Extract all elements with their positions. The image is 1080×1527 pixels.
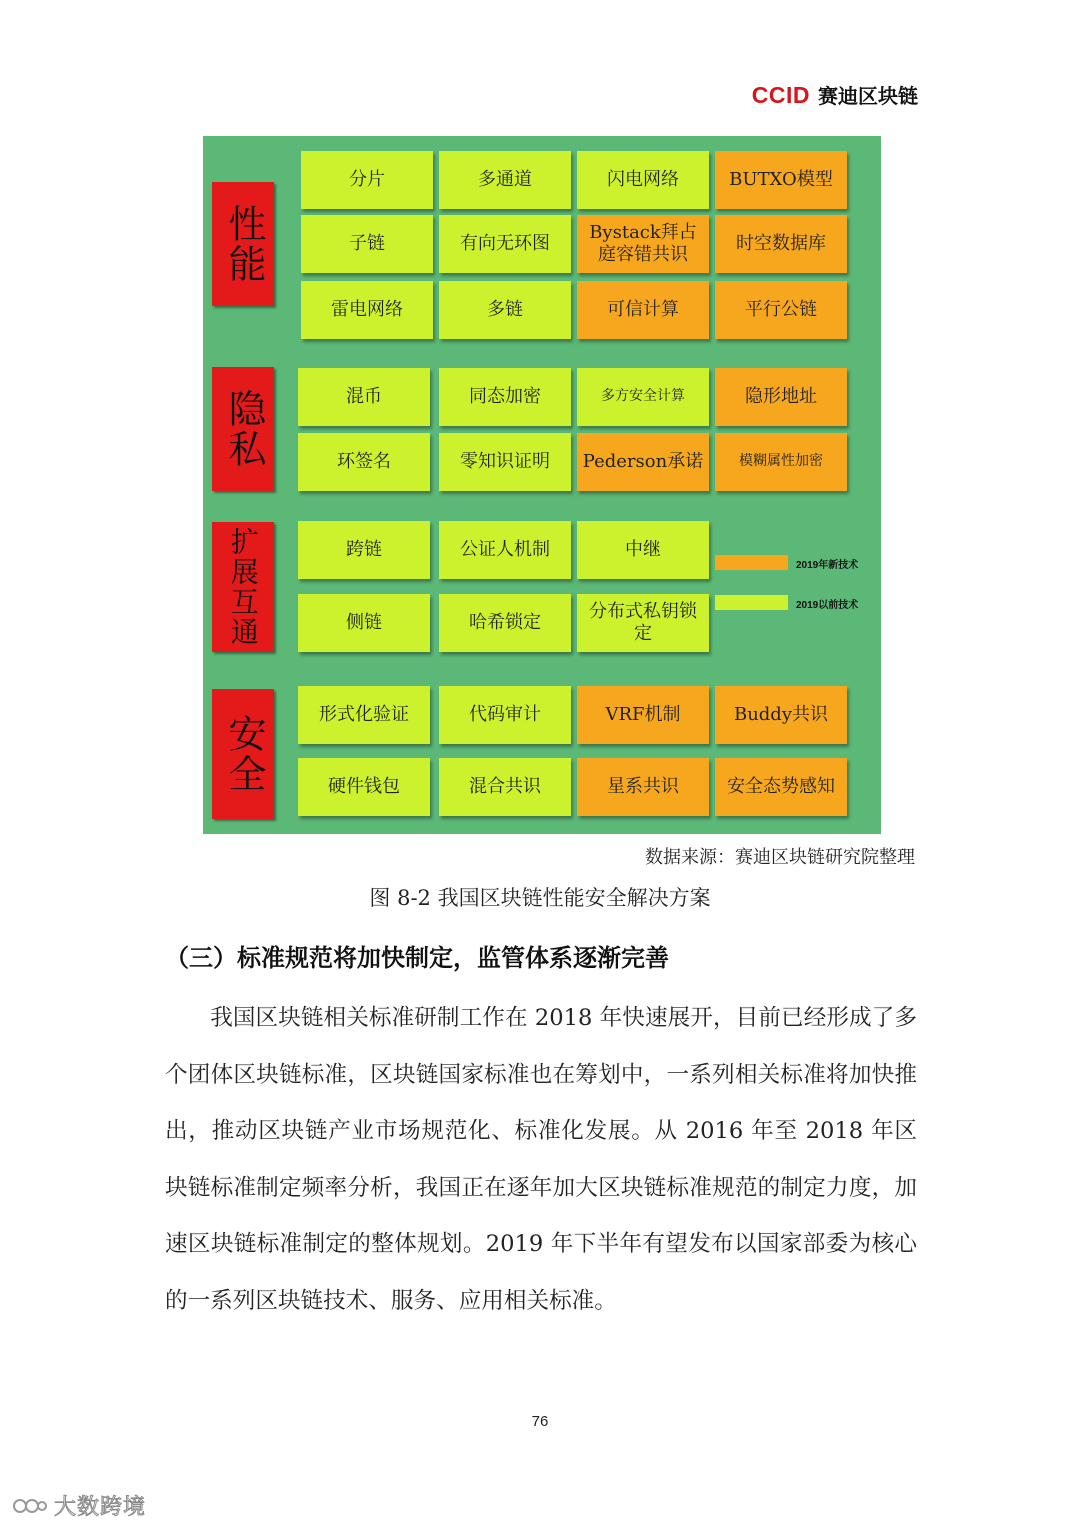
tech-cell: 同态加密 [439,368,571,426]
tech-cell: 中继 [577,521,709,579]
category-label: 扩展互通 [226,527,260,647]
category-label: 性能 [221,204,266,284]
legend-label-old: 2019以前技术 [796,600,859,611]
tech-cell: 时空数据库 [715,215,847,273]
watermark-logo-icon [12,1496,48,1516]
tech-cell: 环签名 [298,433,430,491]
tech-cell: Bystack拜占庭容错共识 [577,215,709,273]
page-number: 76 [531,1413,549,1430]
figure-caption: 图 8-2 我国区块链性能安全解决方案 [369,886,711,910]
tech-cell: Buddy共识 [715,686,847,744]
tech-cell: 分布式私钥锁定 [577,594,709,652]
tech-cell: 多通道 [439,151,571,209]
tech-cell: 侧链 [298,594,430,652]
tech-cell: 形式化验证 [298,686,430,744]
tech-cell: 零知识证明 [439,433,571,491]
tech-cell: 代码审计 [439,686,571,744]
tech-cell: 多链 [439,281,571,339]
category-interop [212,522,274,652]
tech-cell: BUTXO模型 [715,151,847,209]
section-heading: （三）标准规范将加快制定，监管体系逐渐完善 [165,944,669,972]
tech-cell: 隐形地址 [715,368,847,426]
tech-cell: 模糊属性加密 [715,433,847,491]
watermark-text: 大数跨境 [54,1495,147,1520]
tech-cell: 分片 [301,151,433,209]
tech-cell: 多方安全计算 [577,368,709,426]
legend-label-new: 2019年新技术 [796,560,859,571]
tech-cell: 安全态势感知 [715,758,847,816]
brand-subtitle: 赛迪区块链 [818,86,918,108]
legend-swatch-new [715,555,788,570]
category-label: 隐私 [221,389,266,469]
data-source-note: 数据来源：赛迪区块链研究院整理 [645,847,915,868]
tech-cell: 雷电网络 [301,281,433,339]
legend-swatch-old [715,595,788,610]
solutions-diagram [203,136,881,834]
header-logo [752,80,918,109]
tech-cell: 星系共识 [577,758,709,816]
category-security [212,689,274,819]
category-privacy [212,367,274,491]
body-paragraph: 我国区块链相关标准研制工作在 2018 年快速展开，目前已经形成了多个团体区块链标准，区块链国家标准也在筹划中，一系列相关标准将加快推出，推动区块链产业市场规范化、标准化发展。从 2016 年至 2018 年区块链标准制定频率分析，我国正在逐年加大区块链标准规范的制定力度，加速区块链标准制定的整体规划。2019 年下半年有望发布以国家部委为核心的一系列区块链技术、服务、应用相关标准。 [165,1005,917,1314]
tech-cell: 平行公链 [715,281,847,339]
tech-cell: 硬件钱包 [298,758,430,816]
tech-cell: 混合共识 [439,758,571,816]
tech-cell: VRF机制 [577,686,709,744]
category-label: 安全 [221,714,266,794]
tech-cell: 跨链 [298,521,430,579]
category-performance [212,182,274,306]
watermark [12,1490,146,1521]
tech-cell: Pederson承诺 [577,433,709,491]
tech-cell: 混币 [298,368,430,426]
brand-name: CCID [751,82,810,108]
tech-cell: 哈希锁定 [439,594,571,652]
tech-cell: 闪电网络 [577,151,709,209]
tech-cell: 可信计算 [577,281,709,339]
tech-cell: 有向无环图 [439,215,571,273]
tech-cell: 子链 [301,215,433,273]
tech-cell: 公证人机制 [439,521,571,579]
